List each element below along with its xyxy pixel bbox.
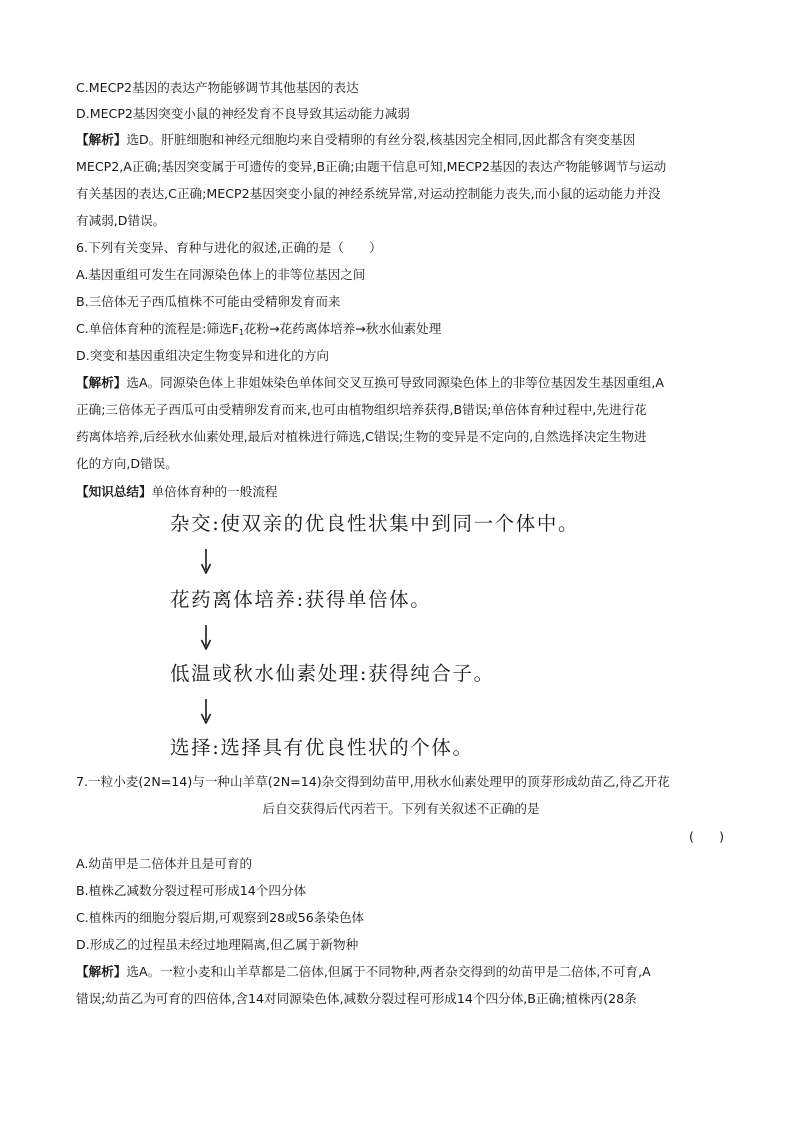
flow-step-1: 杂交:使双亲的优良性状集中到同一个体中。 [170,512,580,535]
analysis-tag: 【解析】 [76,375,127,390]
q7-analysis-line-1: 【解析】选A。一粒小麦和山羊草都是二倍体,但属于不同物种,两者杂交得到的幼苗甲是二倍体,不可育,A [76,964,651,979]
flow-step-2: 花药离体培养:获得单倍体。 [170,588,432,611]
q5-analysis-line-3: 有关基因的表达,C正确;MECP2基因突变小鼠的神经系统异常,对运动控制能力丧失,而小鼠的运动能力并没 [76,186,661,201]
q6-analysis-line-2: 正确;三倍体无子西瓜可由受精卵发育而来,也可由植物组织培养获得,B错误;单倍体育种过程中,先进行花 [76,402,647,417]
q6-option-b: B.三倍体无子西瓜植株不可能由受精卵发育而来 [76,294,341,309]
q6-option-c: C.单倍体育种的流程是:筛选$F_1$花粉→花药离体培养→秋水仙素处理 [76,321,442,337]
down-arrow-icon [200,548,212,574]
q7-option-b: B.植株乙减数分裂过程可形成14个四分体 [76,883,307,898]
q7-option-d: D.形成乙的过程虽未经过地理隔离,但乙属于新物种 [76,937,359,952]
summary-heading [76,484,726,500]
q6-analysis-line-3: 药离体培养,后经秋水仙素处理,最后对植株进行筛选,C错误;生物的变异是不定向的,自然选择决定生物进 [76,429,647,444]
summary-tag: 【知识总结】 [76,484,152,499]
q7-analysis-line-2: 错误;幼苗乙为可育的四倍体,含14对同源染色体,减数分裂过程可形成14个四分体,B正确;植株丙(28条 [76,991,637,1006]
q7-option-a: A.幼苗甲是二倍体并且是可育的 [76,856,253,871]
q6-option-d: D.突变和基因重组决定生物变异和进化的方向 [76,348,329,363]
q7-stem-line-1: 7.一粒小麦(2N=14)与一种山羊草(2N=14)杂交得到幼苗甲,用秋水仙素处理甲的顶芽形成幼苗乙,待乙开花 [76,774,670,789]
down-arrow-icon [200,698,212,724]
q5-analysis-line-2: MECP2,A正确;基因突变属于可遗传的变异,B正确;由题干信息可知,MECP2基因的表达产物能够调节与运动 [76,159,667,174]
q6-analysis-line-4: 化的方向,D错误。 [76,456,178,471]
q5-option-d: D.MECP2基因突变小鼠的神经发育不良导致其运动能力减弱 [76,106,410,121]
q6-option-a: A.基因重组可发生在同源染色体上的非等位基因之间 [76,267,366,282]
haploid-breeding-flowchart [170,508,640,762]
q5-analysis-line-1: 【解析】选D。肝脏细胞和神经元细胞均来自受精卵的有丝分裂,核基因完全相同,因此都含有突变基因 [76,132,636,147]
q7-stem-line-2: 后自交获得后代丙若干。下列有关叙述不正确的是 [262,801,540,816]
q5-option-c: C.MECP2基因的表达产物能够调节其他基因的表达 [76,80,359,95]
q6-stem: 6.下列有关变异、育种与进化的叙述,正确的是（ ） [76,240,382,255]
q6-analysis-line-1: 【解析】选A。同源染色体上非姐妹染色单体间交叉互换可导致同源染色体上的非等位基因发生基因重组,A [76,375,664,390]
down-arrow-icon [200,624,212,650]
analysis-tag: 【解析】 [76,964,127,979]
analysis-tag: 【解析】 [76,132,127,147]
flow-step-3: 低温或秋水仙素处理:获得纯合子。 [170,662,495,685]
q7-option-c: C.植株丙的细胞分裂后期,可观察到28或56条染色体 [76,910,365,925]
summary-title: 单倍体育种的一般流程 [151,484,278,499]
flow-step-4: 选择:选择具有优良性状的个体。 [170,736,474,759]
q5-analysis-line-4: 有减弱,D错误。 [76,213,166,228]
answer-bracket: ( ) [688,829,724,844]
